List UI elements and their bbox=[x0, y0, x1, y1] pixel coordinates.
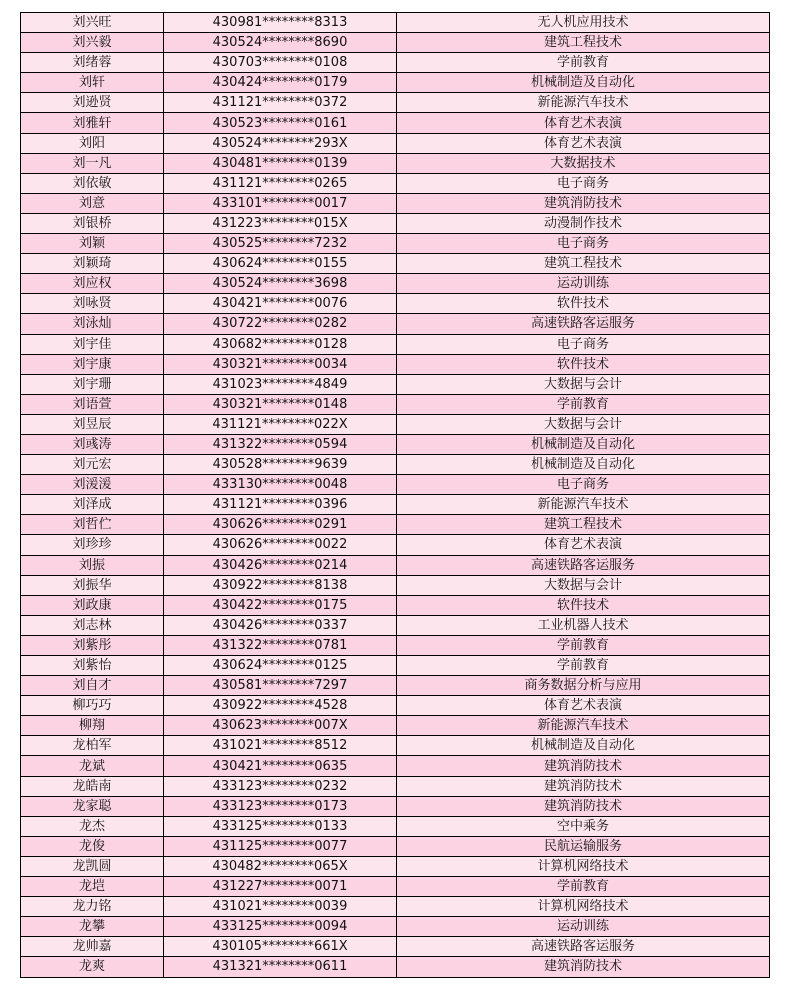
table-row bbox=[21, 213, 770, 233]
table-row bbox=[21, 33, 770, 53]
student-name-cell: 刘紫怡 bbox=[21, 656, 164, 676]
id-number-cell: 430321********0148 bbox=[164, 394, 397, 414]
major-cell: 电子商务 bbox=[397, 173, 770, 193]
id-number-cell: 430524********3698 bbox=[164, 274, 397, 294]
table-row bbox=[21, 937, 770, 957]
major-cell: 建筑消防技术 bbox=[397, 957, 770, 977]
id-number-cell: 430524********293X bbox=[164, 133, 397, 153]
id-number-cell: 431121********0372 bbox=[164, 93, 397, 113]
student-name-cell: 柳翔 bbox=[21, 716, 164, 736]
student-name-cell: 刘湲湲 bbox=[21, 475, 164, 495]
id-number-cell: 430922********8138 bbox=[164, 575, 397, 595]
student-name-cell: 龙皓南 bbox=[21, 776, 164, 796]
student-name-cell: 龙爽 bbox=[21, 957, 164, 977]
id-number-cell: 431321********0611 bbox=[164, 957, 397, 977]
student-name-cell: 刘意 bbox=[21, 193, 164, 213]
major-cell: 计算机网络技术 bbox=[397, 897, 770, 917]
major-cell: 机械制造及自动化 bbox=[397, 434, 770, 454]
table-row bbox=[21, 475, 770, 495]
major-cell: 大数据与会计 bbox=[397, 374, 770, 394]
student-roster-table bbox=[20, 12, 770, 978]
student-name-cell: 龙攀 bbox=[21, 917, 164, 937]
table-row bbox=[21, 957, 770, 977]
id-number-cell: 433125********0133 bbox=[164, 816, 397, 836]
table-row bbox=[21, 234, 770, 254]
major-cell: 建筑消防技术 bbox=[397, 776, 770, 796]
major-cell: 民航运输服务 bbox=[397, 836, 770, 856]
table-row bbox=[21, 595, 770, 615]
id-number-cell: 431121********0265 bbox=[164, 173, 397, 193]
table-row bbox=[21, 756, 770, 776]
major-cell: 动漫制作技术 bbox=[397, 213, 770, 233]
major-cell: 机械制造及自动化 bbox=[397, 455, 770, 475]
major-cell: 电子商务 bbox=[397, 334, 770, 354]
table-row bbox=[21, 495, 770, 515]
table-row bbox=[21, 555, 770, 575]
id-number-cell: 430922********4528 bbox=[164, 696, 397, 716]
table-row bbox=[21, 836, 770, 856]
major-cell: 高速铁路客运服务 bbox=[397, 314, 770, 334]
table-row bbox=[21, 615, 770, 635]
major-cell: 建筑消防技术 bbox=[397, 796, 770, 816]
student-name-cell: 龙垲 bbox=[21, 877, 164, 897]
student-name-cell: 刘语萱 bbox=[21, 394, 164, 414]
student-name-cell: 刘振华 bbox=[21, 575, 164, 595]
student-name-cell: 刘咏贤 bbox=[21, 294, 164, 314]
student-name-cell: 刘依敏 bbox=[21, 173, 164, 193]
id-number-cell: 430624********0155 bbox=[164, 254, 397, 274]
major-cell: 空中乘务 bbox=[397, 816, 770, 836]
student-name-cell: 刘银桥 bbox=[21, 213, 164, 233]
major-cell: 机械制造及自动化 bbox=[397, 736, 770, 756]
id-number-cell: 431023********4849 bbox=[164, 374, 397, 394]
id-number-cell: 431322********0594 bbox=[164, 434, 397, 454]
major-cell: 体育艺术表演 bbox=[397, 535, 770, 555]
student-name-cell: 龙力铭 bbox=[21, 897, 164, 917]
id-number-cell: 431021********8512 bbox=[164, 736, 397, 756]
student-name-cell: 龙斌 bbox=[21, 756, 164, 776]
table-row bbox=[21, 535, 770, 555]
id-number-cell: 431121********0396 bbox=[164, 495, 397, 515]
table-row bbox=[21, 73, 770, 93]
student-name-cell: 龙凯圆 bbox=[21, 856, 164, 876]
major-cell: 学前教育 bbox=[397, 394, 770, 414]
table-row bbox=[21, 856, 770, 876]
major-cell: 体育艺术表演 bbox=[397, 113, 770, 133]
table-row bbox=[21, 736, 770, 756]
major-cell: 高速铁路客运服务 bbox=[397, 937, 770, 957]
major-cell: 运动训练 bbox=[397, 274, 770, 294]
id-number-cell: 430581********7297 bbox=[164, 676, 397, 696]
table-row bbox=[21, 193, 770, 213]
table-row bbox=[21, 334, 770, 354]
table-row bbox=[21, 897, 770, 917]
major-cell: 新能源汽车技术 bbox=[397, 495, 770, 515]
table-row bbox=[21, 676, 770, 696]
student-name-cell: 柳巧巧 bbox=[21, 696, 164, 716]
id-number-cell: 430321********0034 bbox=[164, 354, 397, 374]
major-cell: 大数据与会计 bbox=[397, 414, 770, 434]
student-name-cell: 刘泽成 bbox=[21, 495, 164, 515]
major-cell: 学前教育 bbox=[397, 656, 770, 676]
table-row bbox=[21, 93, 770, 113]
table-row bbox=[21, 776, 770, 796]
student-name-cell: 龙俊 bbox=[21, 836, 164, 856]
major-cell: 建筑工程技术 bbox=[397, 254, 770, 274]
id-number-cell: 430626********0022 bbox=[164, 535, 397, 555]
major-cell: 高速铁路客运服务 bbox=[397, 555, 770, 575]
student-name-cell: 刘轩 bbox=[21, 73, 164, 93]
major-cell: 学前教育 bbox=[397, 877, 770, 897]
table-row bbox=[21, 716, 770, 736]
table-row bbox=[21, 13, 770, 33]
table-row bbox=[21, 917, 770, 937]
student-name-cell: 刘逊贤 bbox=[21, 93, 164, 113]
table-row bbox=[21, 696, 770, 716]
table-row bbox=[21, 575, 770, 595]
table-row bbox=[21, 877, 770, 897]
id-number-cell: 430481********0139 bbox=[164, 153, 397, 173]
student-name-cell: 刘昱辰 bbox=[21, 414, 164, 434]
major-cell: 商务数据分析与应用 bbox=[397, 676, 770, 696]
table-row bbox=[21, 394, 770, 414]
id-number-cell: 431125********0077 bbox=[164, 836, 397, 856]
id-number-cell: 430626********0291 bbox=[164, 515, 397, 535]
major-cell: 计算机网络技术 bbox=[397, 856, 770, 876]
id-number-cell: 430105********661X bbox=[164, 937, 397, 957]
major-cell: 软件技术 bbox=[397, 595, 770, 615]
major-cell: 体育艺术表演 bbox=[397, 696, 770, 716]
table-row bbox=[21, 294, 770, 314]
student-name-cell: 刘振 bbox=[21, 555, 164, 575]
id-number-cell: 431223********015X bbox=[164, 213, 397, 233]
table-row bbox=[21, 374, 770, 394]
table-row bbox=[21, 656, 770, 676]
id-number-cell: 430426********0337 bbox=[164, 615, 397, 635]
table-row bbox=[21, 354, 770, 374]
student-name-cell: 刘哲伫 bbox=[21, 515, 164, 535]
id-number-cell: 430703********0108 bbox=[164, 53, 397, 73]
id-number-cell: 430422********0175 bbox=[164, 595, 397, 615]
student-name-cell: 刘宇康 bbox=[21, 354, 164, 374]
student-name-cell: 龙帅嘉 bbox=[21, 937, 164, 957]
id-number-cell: 430722********0282 bbox=[164, 314, 397, 334]
id-number-cell: 431021********0039 bbox=[164, 897, 397, 917]
table-row bbox=[21, 414, 770, 434]
id-number-cell: 430623********007X bbox=[164, 716, 397, 736]
table-row bbox=[21, 515, 770, 535]
major-cell: 新能源汽车技术 bbox=[397, 716, 770, 736]
id-number-cell: 430528********9639 bbox=[164, 455, 397, 475]
student-name-cell: 刘兴毅 bbox=[21, 33, 164, 53]
id-number-cell: 430426********0214 bbox=[164, 555, 397, 575]
table-row bbox=[21, 314, 770, 334]
table-row bbox=[21, 153, 770, 173]
major-cell: 工业机器人技术 bbox=[397, 615, 770, 635]
student-name-cell: 刘应权 bbox=[21, 274, 164, 294]
student-name-cell: 刘政康 bbox=[21, 595, 164, 615]
id-number-cell: 431322********0781 bbox=[164, 635, 397, 655]
id-number-cell: 433123********0232 bbox=[164, 776, 397, 796]
roster-body bbox=[21, 13, 770, 978]
student-name-cell: 刘珍珍 bbox=[21, 535, 164, 555]
student-name-cell: 刘雅轩 bbox=[21, 113, 164, 133]
student-name-cell: 刘颖琦 bbox=[21, 254, 164, 274]
table-row bbox=[21, 455, 770, 475]
student-name-cell: 龙杰 bbox=[21, 816, 164, 836]
major-cell: 运动训练 bbox=[397, 917, 770, 937]
table-row bbox=[21, 635, 770, 655]
student-name-cell: 刘一凡 bbox=[21, 153, 164, 173]
table-row bbox=[21, 816, 770, 836]
major-cell: 大数据与会计 bbox=[397, 575, 770, 595]
student-name-cell: 刘志林 bbox=[21, 615, 164, 635]
id-number-cell: 431227********0071 bbox=[164, 877, 397, 897]
id-number-cell: 430424********0179 bbox=[164, 73, 397, 93]
table-row bbox=[21, 133, 770, 153]
id-number-cell: 430682********0128 bbox=[164, 334, 397, 354]
table-row bbox=[21, 113, 770, 133]
student-name-cell: 龙柏军 bbox=[21, 736, 164, 756]
id-number-cell: 431121********022X bbox=[164, 414, 397, 434]
table-row bbox=[21, 274, 770, 294]
major-cell: 软件技术 bbox=[397, 354, 770, 374]
id-number-cell: 433101********0017 bbox=[164, 193, 397, 213]
student-name-cell: 刘自才 bbox=[21, 676, 164, 696]
id-number-cell: 430421********0635 bbox=[164, 756, 397, 776]
table-row bbox=[21, 796, 770, 816]
id-number-cell: 430524********8690 bbox=[164, 33, 397, 53]
table-row bbox=[21, 434, 770, 454]
student-name-cell: 刘颖 bbox=[21, 234, 164, 254]
student-name-cell: 刘宇珊 bbox=[21, 374, 164, 394]
student-name-cell: 刘泳灿 bbox=[21, 314, 164, 334]
id-number-cell: 433123********0173 bbox=[164, 796, 397, 816]
major-cell: 无人机应用技术 bbox=[397, 13, 770, 33]
major-cell: 建筑消防技术 bbox=[397, 756, 770, 776]
student-name-cell: 龙家聪 bbox=[21, 796, 164, 816]
student-name-cell: 刘彧涛 bbox=[21, 434, 164, 454]
major-cell: 学前教育 bbox=[397, 635, 770, 655]
table-row bbox=[21, 254, 770, 274]
student-name-cell: 刘元宏 bbox=[21, 455, 164, 475]
student-name-cell: 刘紫彤 bbox=[21, 635, 164, 655]
major-cell: 软件技术 bbox=[397, 294, 770, 314]
student-name-cell: 刘绪蓉 bbox=[21, 53, 164, 73]
major-cell: 电子商务 bbox=[397, 475, 770, 495]
student-name-cell: 刘阳 bbox=[21, 133, 164, 153]
major-cell: 体育艺术表演 bbox=[397, 133, 770, 153]
id-number-cell: 430482********065X bbox=[164, 856, 397, 876]
table-row bbox=[21, 53, 770, 73]
major-cell: 学前教育 bbox=[397, 53, 770, 73]
student-name-cell: 刘宇佳 bbox=[21, 334, 164, 354]
major-cell: 电子商务 bbox=[397, 234, 770, 254]
major-cell: 新能源汽车技术 bbox=[397, 93, 770, 113]
table-row bbox=[21, 173, 770, 193]
id-number-cell: 433130********0048 bbox=[164, 475, 397, 495]
major-cell: 机械制造及自动化 bbox=[397, 73, 770, 93]
major-cell: 建筑消防技术 bbox=[397, 193, 770, 213]
id-number-cell: 430981********8313 bbox=[164, 13, 397, 33]
id-number-cell: 430525********7232 bbox=[164, 234, 397, 254]
id-number-cell: 433125********0094 bbox=[164, 917, 397, 937]
major-cell: 建筑工程技术 bbox=[397, 33, 770, 53]
major-cell: 建筑工程技术 bbox=[397, 515, 770, 535]
id-number-cell: 430421********0076 bbox=[164, 294, 397, 314]
id-number-cell: 430523********0161 bbox=[164, 113, 397, 133]
major-cell: 大数据技术 bbox=[397, 153, 770, 173]
id-number-cell: 430624********0125 bbox=[164, 656, 397, 676]
student-name-cell: 刘兴旺 bbox=[21, 13, 164, 33]
